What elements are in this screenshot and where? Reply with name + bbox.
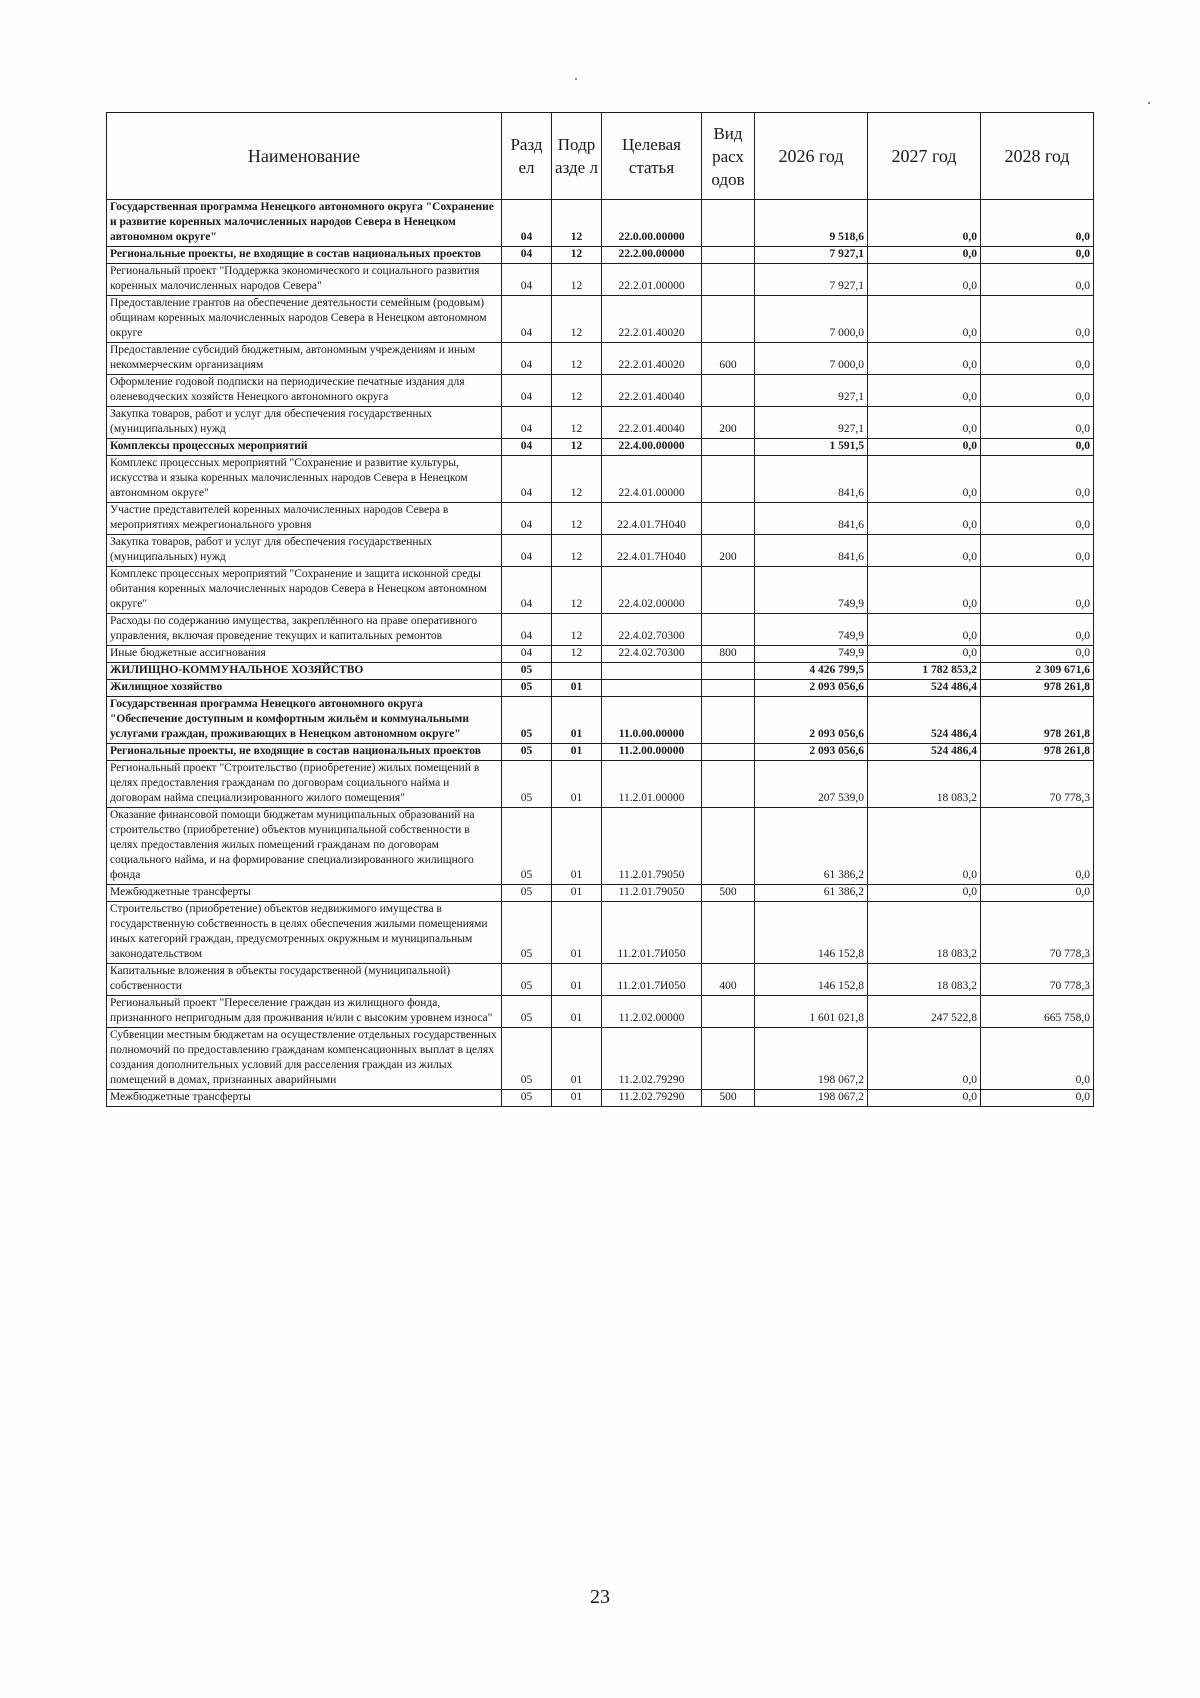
cell-name: Расходы по содержанию имущества, закреплённого на праве оперативного управления, включая проведение текущих и капитальных ремонтов <box>107 614 502 646</box>
cell-2026: 7 927,1 <box>755 264 868 296</box>
cell-razdel: 04 <box>502 456 552 503</box>
cell-2027: 524 486,4 <box>868 744 981 761</box>
cell-2027: 0,0 <box>868 808 981 885</box>
cell-statya: 11.2.02.79290 <box>602 1090 702 1107</box>
table-row <box>107 247 1094 264</box>
cell-statya: 22.4.01.00000 <box>602 456 702 503</box>
cell-name: Закупка товаров, работ и услуг для обеспечения государственных (муниципальных) нужд <box>107 407 502 439</box>
cell-name: Предоставление субсидий бюджетным, автономным учреждениям и иным некоммерческим организациям <box>107 343 502 375</box>
header-2028: 2028 год <box>981 113 1094 200</box>
cell-2026: 749,9 <box>755 646 868 663</box>
table-row <box>107 744 1094 761</box>
cell-podrazdel: 12 <box>552 343 602 375</box>
cell-razdel: 05 <box>502 663 552 680</box>
header-2026: 2026 год <box>755 113 868 200</box>
cell-razdel: 05 <box>502 885 552 902</box>
cell-2027: 0,0 <box>868 200 981 247</box>
cell-vid <box>702 697 755 744</box>
table-row <box>107 885 1094 902</box>
cell-2028: 70 778,3 <box>981 902 1094 964</box>
cell-podrazdel: 12 <box>552 375 602 407</box>
cell-razdel: 05 <box>502 761 552 808</box>
cell-2028: 70 778,3 <box>981 761 1094 808</box>
cell-2027: 0,0 <box>868 407 981 439</box>
cell-vid: 400 <box>702 964 755 996</box>
cell-name: Комплексы процессных мероприятий <box>107 439 502 456</box>
cell-2028: 0,0 <box>981 535 1094 567</box>
cell-2026: 841,6 <box>755 503 868 535</box>
cell-2026: 146 152,8 <box>755 964 868 996</box>
cell-2028: 0,0 <box>981 200 1094 247</box>
table-row <box>107 1028 1094 1090</box>
cell-vid <box>702 808 755 885</box>
cell-2027: 524 486,4 <box>868 680 981 697</box>
cell-2028: 978 261,8 <box>981 744 1094 761</box>
cell-podrazdel: 01 <box>552 1028 602 1090</box>
cell-podrazdel: 01 <box>552 885 602 902</box>
cell-vid <box>702 902 755 964</box>
cell-2028: 0,0 <box>981 885 1094 902</box>
cell-podrazdel: 01 <box>552 761 602 808</box>
cell-vid <box>702 439 755 456</box>
cell-razdel: 05 <box>502 996 552 1028</box>
cell-2027: 1 782 853,2 <box>868 663 981 680</box>
cell-statya: 11.0.00.00000 <box>602 697 702 744</box>
cell-2026: 7 000,0 <box>755 296 868 343</box>
cell-statya: 11.2.01.79050 <box>602 808 702 885</box>
cell-statya: 11.2.01.00000 <box>602 761 702 808</box>
cell-2026: 7 927,1 <box>755 247 868 264</box>
cell-name: Комплекс процессных мероприятий "Сохранение и защита исконной среды обитания коренных малочисленных народов Севера в Ненецком автономном округе" <box>107 567 502 614</box>
cell-2027: 524 486,4 <box>868 697 981 744</box>
header-podrazdel: Подр азде л <box>552 113 602 200</box>
table-row <box>107 964 1094 996</box>
cell-name: Оказание финансовой помощи бюджетам муниципальных образований на строительство (приобретение) объектов муниципальной собственности в целях предоставления жилых помещений гражданам по договорам социального найма, и на формирование специализированного жилищного фонда <box>107 808 502 885</box>
cell-2028: 0,0 <box>981 264 1094 296</box>
cell-vid <box>702 247 755 264</box>
table-row <box>107 567 1094 614</box>
cell-statya <box>602 663 702 680</box>
cell-statya: 22.2.01.40020 <box>602 296 702 343</box>
cell-2028: 0,0 <box>981 456 1094 503</box>
table-row <box>107 761 1094 808</box>
cell-vid: 500 <box>702 885 755 902</box>
cell-vid <box>702 761 755 808</box>
cell-vid: 800 <box>702 646 755 663</box>
header-2027: 2027 год <box>868 113 981 200</box>
cell-razdel: 04 <box>502 375 552 407</box>
cell-2026: 841,6 <box>755 456 868 503</box>
table-row <box>107 808 1094 885</box>
header-statya: Целевая статья <box>602 113 702 200</box>
cell-podrazdel: 12 <box>552 535 602 567</box>
cell-vid: 500 <box>702 1090 755 1107</box>
cell-name: Комплекс процессных мероприятий "Сохранение и развитие культуры, искусства и языка коренных малочисленных народов Севера в Ненецком автономном округе" <box>107 456 502 503</box>
cell-2027: 0,0 <box>868 885 981 902</box>
table-row <box>107 646 1094 663</box>
cell-2027: 247 522,8 <box>868 996 981 1028</box>
cell-2027: 0,0 <box>868 343 981 375</box>
table-row <box>107 663 1094 680</box>
cell-2027: 0,0 <box>868 264 981 296</box>
cell-name: Иные бюджетные ассигнования <box>107 646 502 663</box>
cell-razdel: 04 <box>502 200 552 247</box>
scan-speck <box>1148 102 1150 104</box>
cell-podrazdel: 01 <box>552 680 602 697</box>
cell-name: Участие представителей коренных малочисленных народов Севера в мероприятиях межрегионального уровня <box>107 503 502 535</box>
cell-podrazdel: 12 <box>552 646 602 663</box>
cell-podrazdel: 12 <box>552 296 602 343</box>
cell-2028: 0,0 <box>981 407 1094 439</box>
cell-2027: 0,0 <box>868 646 981 663</box>
cell-razdel: 04 <box>502 535 552 567</box>
cell-razdel: 04 <box>502 264 552 296</box>
cell-statya: 22.4.02.70300 <box>602 614 702 646</box>
table-row <box>107 1090 1094 1107</box>
cell-2026: 198 067,2 <box>755 1028 868 1090</box>
cell-name: Межбюджетные трансферты <box>107 1090 502 1107</box>
cell-2027: 0,0 <box>868 456 981 503</box>
cell-2026: 61 386,2 <box>755 808 868 885</box>
cell-razdel: 04 <box>502 567 552 614</box>
table-row <box>107 697 1094 744</box>
cell-statya: 22.4.02.00000 <box>602 567 702 614</box>
cell-vid <box>702 680 755 697</box>
page-number: 23 <box>590 1586 610 1608</box>
cell-statya: 11.2.02.00000 <box>602 996 702 1028</box>
cell-2027: 0,0 <box>868 375 981 407</box>
cell-statya: 11.2.01.7И050 <box>602 902 702 964</box>
cell-2027: 0,0 <box>868 296 981 343</box>
cell-podrazdel: 12 <box>552 407 602 439</box>
table-row <box>107 680 1094 697</box>
cell-2026: 749,9 <box>755 614 868 646</box>
cell-razdel: 04 <box>502 503 552 535</box>
cell-name: Региональные проекты, не входящие в состав национальных проектов <box>107 744 502 761</box>
budget-table <box>106 112 1094 1107</box>
table-row <box>107 296 1094 343</box>
cell-vid <box>702 375 755 407</box>
cell-vid <box>702 567 755 614</box>
table-row <box>107 614 1094 646</box>
cell-name: Строительство (приобретение) объектов недвижимого имущества в государственную собственность в целях обеспечения жилыми помещениями иных категорий граждан, предусмотренных окружным и муниципальным законодательством <box>107 902 502 964</box>
cell-2027: 0,0 <box>868 567 981 614</box>
cell-name: Оформление годовой подписки на периодические печатные издания для оленеводческих хозяйств Ненецкого автономного округа <box>107 375 502 407</box>
cell-2027: 0,0 <box>868 535 981 567</box>
cell-statya: 11.2.00.00000 <box>602 744 702 761</box>
cell-2026: 927,1 <box>755 407 868 439</box>
cell-vid <box>702 456 755 503</box>
header-razdel: Разд ел <box>502 113 552 200</box>
cell-podrazdel: 12 <box>552 614 602 646</box>
cell-razdel: 04 <box>502 343 552 375</box>
header-vid: Вид расх одов <box>702 113 755 200</box>
cell-statya: 22.2.01.40020 <box>602 343 702 375</box>
cell-2026: 749,9 <box>755 567 868 614</box>
cell-2028: 0,0 <box>981 247 1094 264</box>
cell-podrazdel: 12 <box>552 456 602 503</box>
table-row <box>107 407 1094 439</box>
cell-razdel: 05 <box>502 964 552 996</box>
cell-podrazdel: 12 <box>552 439 602 456</box>
cell-statya: 11.2.01.79050 <box>602 885 702 902</box>
cell-vid <box>702 296 755 343</box>
cell-statya: 22.4.01.7Н040 <box>602 535 702 567</box>
cell-razdel: 04 <box>502 247 552 264</box>
cell-podrazdel <box>552 663 602 680</box>
cell-podrazdel: 01 <box>552 808 602 885</box>
cell-2028: 0,0 <box>981 567 1094 614</box>
cell-2026: 198 067,2 <box>755 1090 868 1107</box>
cell-podrazdel: 01 <box>552 1090 602 1107</box>
cell-podrazdel: 01 <box>552 996 602 1028</box>
cell-vid <box>702 1028 755 1090</box>
cell-2027: 0,0 <box>868 247 981 264</box>
cell-razdel: 04 <box>502 296 552 343</box>
cell-name: Региональный проект "Переселение граждан из жилищного фонда, признанного непригодным для проживания и/или с высоким уровнем износа" <box>107 996 502 1028</box>
cell-razdel: 04 <box>502 614 552 646</box>
cell-name: Предоставление грантов на обеспечение деятельности семейным (родовым) общинам коренных малочисленных народов Севера в Ненецком автономном округе <box>107 296 502 343</box>
cell-2028: 0,0 <box>981 439 1094 456</box>
cell-vid <box>702 996 755 1028</box>
cell-statya: 22.2.01.40040 <box>602 375 702 407</box>
cell-statya: 22.4.01.7Н040 <box>602 503 702 535</box>
table-row <box>107 996 1094 1028</box>
cell-2028: 0,0 <box>981 375 1094 407</box>
table-row <box>107 456 1094 503</box>
header-name: Наименование <box>107 113 502 200</box>
cell-statya: 22.2.00.00000 <box>602 247 702 264</box>
cell-2026: 1 601 021,8 <box>755 996 868 1028</box>
table-row <box>107 375 1094 407</box>
cell-2027: 0,0 <box>868 614 981 646</box>
cell-razdel: 04 <box>502 646 552 663</box>
cell-razdel: 05 <box>502 1028 552 1090</box>
cell-podrazdel: 12 <box>552 247 602 264</box>
cell-2027: 0,0 <box>868 1090 981 1107</box>
cell-podrazdel: 12 <box>552 567 602 614</box>
table-row <box>107 200 1094 247</box>
table-row <box>107 503 1094 535</box>
cell-2026: 2 093 056,6 <box>755 697 868 744</box>
table-row <box>107 902 1094 964</box>
cell-2028: 0,0 <box>981 296 1094 343</box>
table-body <box>107 200 1094 1107</box>
cell-2028: 0,0 <box>981 808 1094 885</box>
cell-vid: 600 <box>702 343 755 375</box>
cell-name: Закупка товаров, работ и услуг для обеспечения государственных (муниципальных) нужд <box>107 535 502 567</box>
table-row <box>107 535 1094 567</box>
cell-vid: 200 <box>702 407 755 439</box>
cell-statya <box>602 680 702 697</box>
cell-vid <box>702 614 755 646</box>
cell-name: Государственная программа Ненецкого автономного округа "Сохранение и развитие коренных малочисленных народов Севера в Ненецком автономном округе" <box>107 200 502 247</box>
cell-vid <box>702 663 755 680</box>
cell-statya: 22.2.01.40040 <box>602 407 702 439</box>
cell-2028: 0,0 <box>981 343 1094 375</box>
cell-razdel: 05 <box>502 902 552 964</box>
cell-statya: 11.2.02.79290 <box>602 1028 702 1090</box>
cell-2026: 2 093 056,6 <box>755 744 868 761</box>
cell-2028: 0,0 <box>981 646 1094 663</box>
cell-podrazdel: 01 <box>552 964 602 996</box>
cell-name: Региональные проекты, не входящие в состав национальных проектов <box>107 247 502 264</box>
cell-podrazdel: 12 <box>552 264 602 296</box>
cell-name: Капитальные вложения в объекты государственной (муниципальной) собственности <box>107 964 502 996</box>
cell-podrazdel: 01 <box>552 902 602 964</box>
table-row <box>107 439 1094 456</box>
cell-statya: 22.4.02.70300 <box>602 646 702 663</box>
cell-name: Межбюджетные трансферты <box>107 885 502 902</box>
cell-2026: 207 539,0 <box>755 761 868 808</box>
cell-podrazdel: 12 <box>552 503 602 535</box>
cell-razdel: 04 <box>502 439 552 456</box>
cell-razdel: 05 <box>502 680 552 697</box>
cell-podrazdel: 01 <box>552 697 602 744</box>
cell-2027: 0,0 <box>868 503 981 535</box>
cell-razdel: 05 <box>502 744 552 761</box>
cell-2026: 61 386,2 <box>755 885 868 902</box>
cell-2027: 18 083,2 <box>868 964 981 996</box>
cell-name: Региональный проект "Строительство (приобретение) жилых помещений в целях предоставления гражданам по договорам социального найма и договорам найма специализированного жилого помещения" <box>107 761 502 808</box>
cell-2026: 146 152,8 <box>755 902 868 964</box>
cell-2027: 18 083,2 <box>868 761 981 808</box>
cell-2028: 70 778,3 <box>981 964 1094 996</box>
cell-2028: 0,0 <box>981 1090 1094 1107</box>
cell-name: Региональный проект "Поддержка экономического и социального развития коренных малочисленных народов Севера" <box>107 264 502 296</box>
cell-2026: 4 426 799,5 <box>755 663 868 680</box>
cell-statya: 11.2.01.7И050 <box>602 964 702 996</box>
cell-2026: 1 591,5 <box>755 439 868 456</box>
cell-2028: 0,0 <box>981 614 1094 646</box>
cell-vid <box>702 264 755 296</box>
cell-2028: 0,0 <box>981 1028 1094 1090</box>
cell-razdel: 05 <box>502 697 552 744</box>
cell-2027: 18 083,2 <box>868 902 981 964</box>
cell-2028: 978 261,8 <box>981 697 1094 744</box>
cell-statya: 22.2.01.00000 <box>602 264 702 296</box>
cell-statya: 22.0.00.00000 <box>602 200 702 247</box>
cell-vid <box>702 744 755 761</box>
cell-2026: 927,1 <box>755 375 868 407</box>
cell-name: Субвенции местным бюджетам на осуществление отдельных государственных полномочий по предоставлению гражданам компенсационных выплат в целях создания дополнительных условий для расселения граждан из жилых помещений в домах, признанных аварийными <box>107 1028 502 1090</box>
cell-name: Жилищное хозяйство <box>107 680 502 697</box>
cell-2026: 2 093 056,6 <box>755 680 868 697</box>
cell-podrazdel: 12 <box>552 200 602 247</box>
cell-2028: 2 309 671,6 <box>981 663 1094 680</box>
cell-name: ЖИЛИЩНО-КОММУНАЛЬНОЕ ХОЗЯЙСТВО <box>107 663 502 680</box>
cell-2028: 665 758,0 <box>981 996 1094 1028</box>
cell-vid <box>702 503 755 535</box>
cell-2026: 7 000,0 <box>755 343 868 375</box>
scan-speck <box>575 78 577 80</box>
cell-2026: 9 518,6 <box>755 200 868 247</box>
cell-2028: 978 261,8 <box>981 680 1094 697</box>
table-header-row <box>107 113 1094 200</box>
cell-2028: 0,0 <box>981 503 1094 535</box>
cell-razdel: 04 <box>502 407 552 439</box>
cell-2026: 841,6 <box>755 535 868 567</box>
cell-razdel: 05 <box>502 1090 552 1107</box>
table-row <box>107 343 1094 375</box>
cell-name: Государственная программа Ненецкого автономного округа "Обеспечение доступным и комфортным жильём и коммунальными услугами граждан, проживающих в Ненецком автономном округе" <box>107 697 502 744</box>
table-row <box>107 264 1094 296</box>
cell-podrazdel: 01 <box>552 744 602 761</box>
cell-razdel: 05 <box>502 808 552 885</box>
cell-2027: 0,0 <box>868 439 981 456</box>
cell-vid: 200 <box>702 535 755 567</box>
cell-2027: 0,0 <box>868 1028 981 1090</box>
cell-statya: 22.4.00.00000 <box>602 439 702 456</box>
cell-vid <box>702 200 755 247</box>
